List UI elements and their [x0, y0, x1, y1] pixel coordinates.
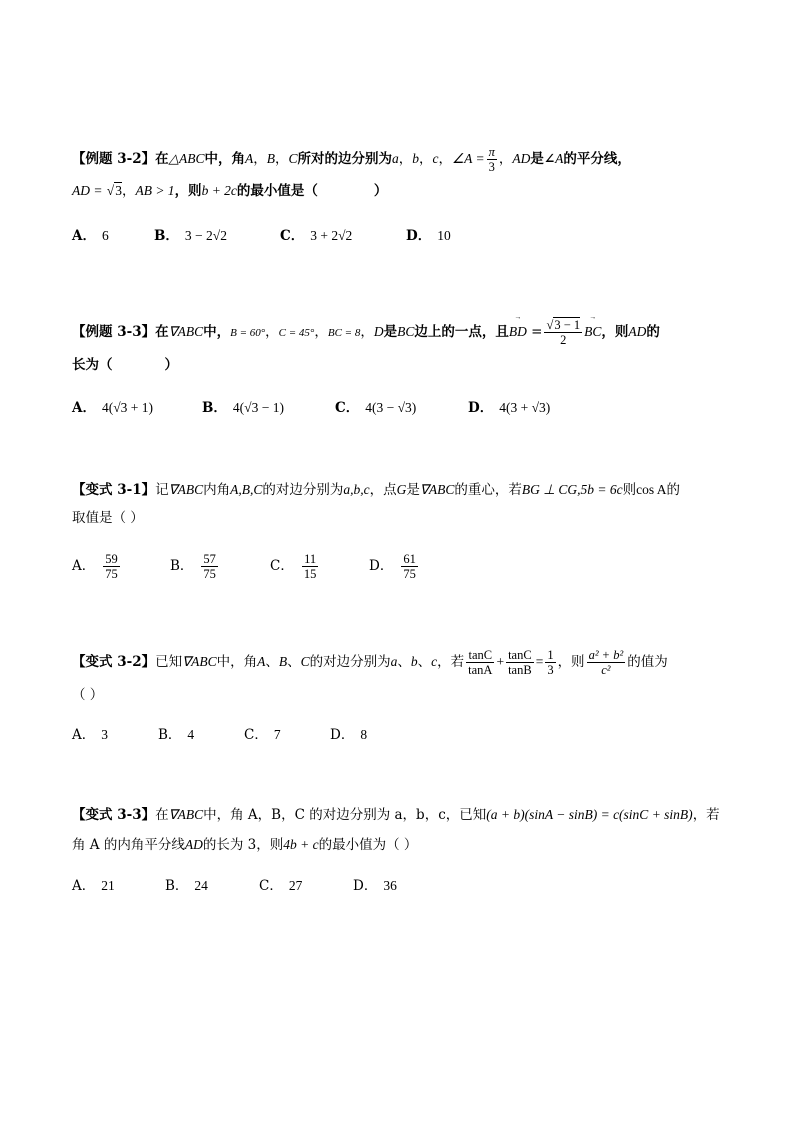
q5-option-d[interactable] [353, 876, 397, 896]
q4-var: b [410, 654, 418, 669]
q1-var: c [432, 151, 439, 166]
q1-expr: b + 2c [201, 183, 237, 198]
q5-option-c[interactable] [259, 876, 302, 896]
q3-condition: BG ⊥ CG,5b = 6c [521, 482, 623, 497]
q1-line1 [72, 145, 631, 174]
frac-num: tanC [508, 648, 532, 662]
q4-var: B [278, 654, 288, 669]
frac-num: 11 [304, 552, 317, 566]
q1-pi-over-3 [487, 145, 497, 174]
q1-sep: ， [438, 151, 452, 167]
vector-label: BD [508, 324, 527, 339]
q1-label: 【例题 3-2】 [72, 151, 156, 167]
q4-option-b[interactable] [158, 725, 194, 745]
q5-triangle: ∇ABC [168, 807, 204, 822]
option-label: A． [72, 228, 96, 244]
q1-sep: ， [498, 151, 513, 167]
q2-option-b[interactable] [202, 398, 284, 418]
option-value: 3 + 2√2 [310, 228, 353, 243]
frac-den: 3 [488, 160, 495, 174]
q5-text: 在 [155, 807, 169, 823]
q2-text: ，则 [601, 324, 629, 340]
q4-text: ，若 [437, 654, 465, 670]
q2-bc: BC = 8 [327, 327, 361, 339]
option-value: 27 [288, 878, 303, 893]
option-label: C． [280, 228, 305, 244]
q3-line2 [72, 508, 144, 528]
option-label: C． [259, 878, 283, 894]
q2-triangle: ∇ABC [168, 324, 204, 339]
q3-triangle: ∇ABC [168, 482, 204, 497]
q5-text: 的长为 3，则 [202, 837, 284, 853]
q5-ad: AD [184, 837, 203, 852]
frac-den: 15 [303, 567, 317, 581]
q1-option-b[interactable] [154, 226, 227, 246]
option-label: A． [72, 727, 96, 743]
sqrt-symbol: √ [106, 183, 115, 198]
q2-close: ） [164, 357, 178, 373]
q2-text: 是 [383, 324, 398, 340]
q4-sep: 、 [287, 654, 301, 670]
vector-label: BC [584, 324, 602, 339]
q4-text: ，则 [557, 654, 585, 670]
q3-text: 取值是（ ） [72, 510, 144, 526]
q5-text: 角 A 的内角平分线 [72, 837, 185, 853]
q5-option-b[interactable] [165, 876, 208, 896]
q3-line1 [72, 480, 680, 500]
q4-var: C [300, 654, 310, 669]
q1-var: AD [512, 151, 531, 166]
option-value: 4(√3 − 1) [232, 400, 284, 415]
q4-triangle: ∇ABC [182, 654, 217, 669]
q2-ad: AD [628, 324, 647, 339]
frac-num: 57 [203, 552, 216, 566]
option-label: C． [244, 727, 268, 743]
q4-eq: = [535, 654, 544, 669]
option-value: 21 [101, 878, 115, 893]
frac-den: 3 [547, 663, 554, 677]
q3-options [72, 547, 722, 587]
q4-var: A [257, 654, 266, 669]
option-frac [302, 552, 319, 581]
q1-ab: AB > 1 [135, 183, 175, 198]
option-label: D． [330, 727, 355, 743]
q4-plus: + [496, 654, 505, 669]
frac-den: 75 [403, 567, 416, 581]
frac-den: tanA [468, 663, 493, 677]
q2-option-c[interactable] [335, 398, 416, 418]
frac-den: c² [601, 663, 611, 677]
option-value: 4(3 + √3) [499, 400, 551, 415]
frac-num: 1 [547, 648, 554, 662]
q2-vector-bd [508, 313, 527, 342]
frac-num: tanC [468, 648, 493, 662]
option-label: C． [270, 558, 294, 574]
q3-text: 记 [155, 482, 169, 498]
q1-sep: ， [253, 151, 267, 167]
frac-den: 75 [203, 567, 216, 581]
q4-text: 中，角 [216, 654, 258, 670]
frac-num-value: 3 − 1 [554, 318, 581, 332]
option-value: 4(√3 + 1) [101, 400, 153, 415]
q4-option-d[interactable] [330, 725, 367, 745]
q1-ad: AD = [72, 183, 103, 198]
vector-arrow: → [514, 313, 522, 321]
option-label: C． [335, 400, 360, 416]
q1-text: 的平分线， [563, 151, 631, 167]
option-frac [401, 552, 418, 581]
q3-angles: A,B,C [230, 482, 263, 497]
option-label: B． [158, 727, 182, 743]
q5-line2 [72, 835, 417, 855]
q4-sep: 、 [417, 654, 432, 670]
option-value: 3 [101, 727, 108, 742]
q1-option-d[interactable] [406, 226, 451, 246]
option-label: B． [202, 400, 227, 416]
q2-text: 的 [646, 324, 660, 340]
q2-options [72, 398, 722, 418]
q5-text: ，若 [692, 807, 720, 823]
q4-sep: 、 [265, 654, 279, 670]
option-label: D． [406, 228, 432, 244]
frac-num: √3 − 1 [546, 318, 581, 332]
option-value: 3 − 2√2 [184, 228, 227, 243]
q1-var: A [555, 151, 564, 166]
frac-num: 59 [105, 552, 118, 566]
option-label: D． [369, 558, 394, 574]
q3-text: 的重心，若 [454, 482, 522, 498]
q3-text: 内角 [203, 482, 231, 498]
q5-label: 【变式 3-3】 [72, 807, 156, 823]
q1-var: a [392, 151, 399, 166]
q1-text: 是∠ [530, 151, 556, 167]
q3-g: G [396, 482, 407, 497]
q1-close: ） [373, 183, 388, 199]
option-label: B． [170, 558, 194, 574]
q2-sep: ， [360, 324, 374, 340]
q2-text: 长为（ [72, 357, 113, 373]
q1-option-a[interactable] [72, 226, 109, 246]
q1-angle: ∠A = [452, 151, 485, 166]
q2-option-d[interactable] [468, 398, 550, 418]
frac-num: a² + b² [588, 648, 624, 662]
q4-sep: 、 [397, 654, 411, 670]
q3-label: 【变式 3-1】 [72, 482, 156, 498]
q1-option-c[interactable] [280, 226, 352, 246]
option-label: A． [72, 878, 96, 894]
q2-b: B = 60° [230, 327, 266, 339]
q3-text: 是 [406, 482, 420, 498]
q2-vector-bc [584, 313, 602, 342]
q1-line2 [72, 181, 387, 201]
q5-equation: (a + b)(sinA − sinB) = c(sinC + sinB) [486, 807, 693, 822]
q4-line2 [72, 685, 103, 705]
q2-bc2: BC [397, 324, 415, 339]
q4-label: 【变式 3-2】 [72, 654, 156, 670]
option-label: A． [72, 558, 96, 574]
vector-arrow: → [589, 313, 597, 321]
option-value: 10 [437, 228, 451, 243]
option-value: 7 [273, 727, 281, 742]
q2-text: 在 [155, 324, 169, 340]
option-value: 4 [187, 727, 195, 742]
q4-frac4 [587, 648, 626, 677]
q3-option-a[interactable] [72, 552, 122, 581]
q4-text: 的对边分别为 [309, 654, 391, 670]
q5-option-a[interactable] [72, 876, 115, 896]
q1-var: A [244, 151, 254, 166]
q2-c: C = 45° [278, 327, 315, 339]
option-label: A． [72, 400, 96, 416]
q2-frac [544, 318, 582, 347]
q3-sides: a,b,c [343, 482, 370, 497]
q4-var: a [390, 654, 398, 669]
q4-text: 的值为 [627, 654, 668, 670]
q4-line1 [72, 648, 668, 677]
q1-options [72, 226, 722, 246]
q4-frac3 [545, 648, 555, 677]
q2-line1 [72, 313, 660, 347]
q5-options [72, 876, 722, 896]
q1-sqrt3: 3 [115, 183, 122, 198]
q4-text: （ ） [72, 687, 104, 703]
q2-eq: = [531, 324, 543, 340]
q1-sep: ， [121, 183, 136, 199]
q3-cos: cos A [636, 482, 667, 497]
q1-sep: ， [419, 151, 433, 167]
option-frac [103, 552, 120, 581]
q3-triangle: ∇ABC [419, 482, 455, 497]
q2-line2 [72, 355, 178, 375]
q1-text: 的最小值是（ [236, 183, 318, 199]
q4-var: c [431, 654, 438, 669]
q2-option-a[interactable] [72, 398, 153, 418]
option-label: D． [353, 878, 378, 894]
q3-option-b[interactable] [170, 552, 220, 581]
q2-text: 中， [203, 324, 231, 340]
q1-sep: ， [398, 151, 413, 167]
q1-text: 在 [155, 151, 169, 167]
option-value: 36 [383, 878, 397, 893]
q3-text: 则 [622, 482, 637, 498]
frac-den: 75 [105, 567, 118, 581]
q3-text: ，点 [369, 482, 397, 498]
q1-var: C [288, 151, 298, 166]
q4-frac1 [466, 648, 494, 677]
q2-sep: ， [265, 324, 279, 340]
q3-option-d[interactable] [369, 552, 420, 581]
q2-d: D [373, 324, 384, 339]
option-label: D． [468, 400, 494, 416]
q3-option-c[interactable] [270, 552, 320, 581]
option-frac [201, 552, 218, 581]
q4-options [72, 725, 722, 745]
option-label: B． [165, 878, 189, 894]
q4-option-a[interactable] [72, 725, 108, 745]
q2-sep: ， [314, 324, 328, 340]
option-value: 6 [101, 228, 109, 243]
option-value: 8 [360, 727, 368, 742]
frac-den: tanB [508, 663, 532, 677]
q1-var: B [266, 151, 275, 166]
q1-text: 中，角 [204, 151, 245, 167]
q1-text: 所对的边分别为 [297, 151, 392, 167]
q5-text: 中，角 A，B，C 的对边分别为 a，b，c，已知 [203, 807, 487, 823]
q5-line1 [72, 805, 720, 825]
q1-sep: ， [274, 151, 289, 167]
q2-label: 【例题 3-3】 [72, 324, 156, 340]
frac-den: 2 [560, 333, 567, 347]
q4-frac2 [506, 648, 534, 677]
option-value: 4(3 − √3) [365, 400, 417, 415]
q1-var: b [412, 151, 419, 166]
q1-text: ，则 [174, 183, 202, 199]
option-value: 24 [194, 878, 208, 893]
frac-num: 61 [403, 552, 416, 566]
q5-text: 的最小值为（ ） [318, 837, 418, 853]
q4-option-c[interactable] [244, 725, 281, 745]
q4-text: 已知 [155, 654, 183, 670]
option-label: B． [154, 228, 179, 244]
q2-text: 边上的一点，且 [414, 324, 509, 340]
q3-text: 的 [666, 482, 681, 498]
q3-text: 的对边分别为 [262, 482, 344, 498]
frac-num: π [488, 145, 495, 159]
q5-expr: 4b + c [283, 837, 319, 852]
q1-triangle: △ABC [168, 151, 205, 166]
